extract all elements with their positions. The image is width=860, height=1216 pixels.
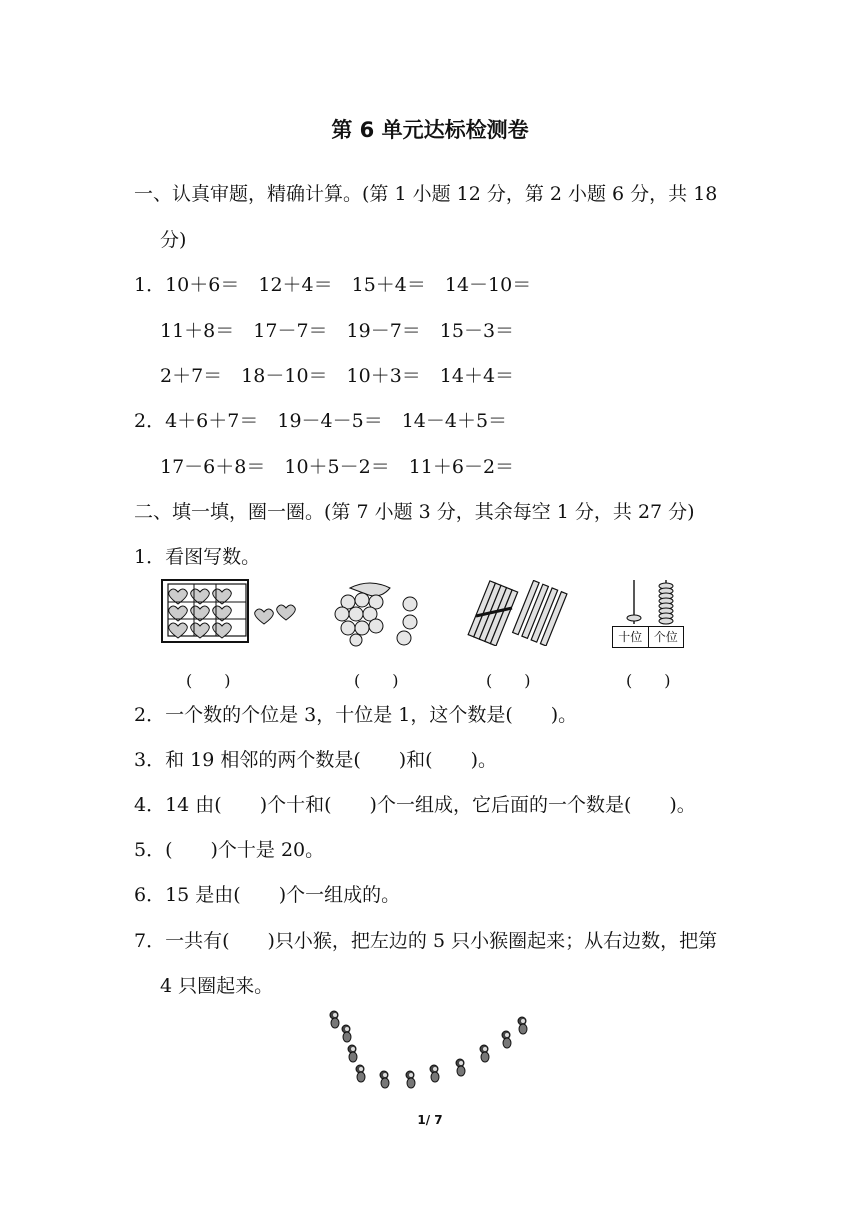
s2-q3: 3．和 19 相邻的两个数是( )和( )。 xyxy=(134,749,497,771)
q1-row3: 2＋7＝ 18－10＝ 10＋3＝ 14＋4＝ xyxy=(160,365,515,387)
page-title: 第 6 单元达标检测卷 xyxy=(331,118,529,142)
page-number: 1/ 7 xyxy=(417,1113,443,1127)
hearts-box-figure xyxy=(160,578,300,646)
s2-q4: 4．14 由( )个十和( )个一组成，它后面的一个数是( )。 xyxy=(134,794,696,816)
q2-row1: 2．4＋6＋7＝ 19－4－5＝ 14－4＋5＝ xyxy=(134,410,508,432)
grapes-figure xyxy=(330,578,430,650)
answer-blank-1[interactable]: ( ) xyxy=(186,671,231,690)
s2-q7: 7．一共有( )只小猴，把左边的 5 只小猴圈起来；从右边数，把第 xyxy=(134,930,718,952)
s2-q7-cont: 4 只圈起来。 xyxy=(160,975,274,997)
section1-heading: 一、认真审题，精确计算。(第 1 小题 12 分，第 2 小题 6 分，共 18 xyxy=(134,183,718,205)
section2-heading: 二、填一填，圈一圈。(第 7 小题 3 分，其余每空 1 分，共 27 分) xyxy=(134,501,695,523)
sticks-bundle-figure xyxy=(462,580,572,646)
q1-row1: 1．10＋6＝ 12＋4＝ 15＋4＝ 14－10＝ xyxy=(134,274,532,296)
section1-heading-cont: 分) xyxy=(160,229,187,251)
answer-blank-4[interactable]: ( ) xyxy=(626,671,671,690)
abacus-tens-label: 十位 xyxy=(613,627,649,647)
monkeys-figure xyxy=(320,1005,540,1095)
answer-blank-3[interactable]: ( ) xyxy=(486,671,531,690)
q2-row2: 17－6＋8＝ 10＋5－2＝ 11＋6－2＝ xyxy=(160,456,515,478)
abacus-ones-label: 个位 xyxy=(653,630,678,644)
q1-row2: 11＋8＝ 17－7＝ 19－7＝ 15－3＝ xyxy=(160,320,515,342)
answer-blank-2[interactable]: ( ) xyxy=(354,671,399,690)
s2-q5: 5．( )个十是 20。 xyxy=(134,839,325,861)
s2-q2: 2．一个数的个位是 3，十位是 1，这个数是( )。 xyxy=(134,704,578,726)
s2-q6: 6．15 是由( )个一组成的。 xyxy=(134,884,401,906)
s2-q1: 1．看图写数。 xyxy=(134,546,261,568)
abacus-figure xyxy=(612,578,684,648)
abacus-label-box xyxy=(612,626,684,648)
abacus-rods xyxy=(612,578,684,626)
